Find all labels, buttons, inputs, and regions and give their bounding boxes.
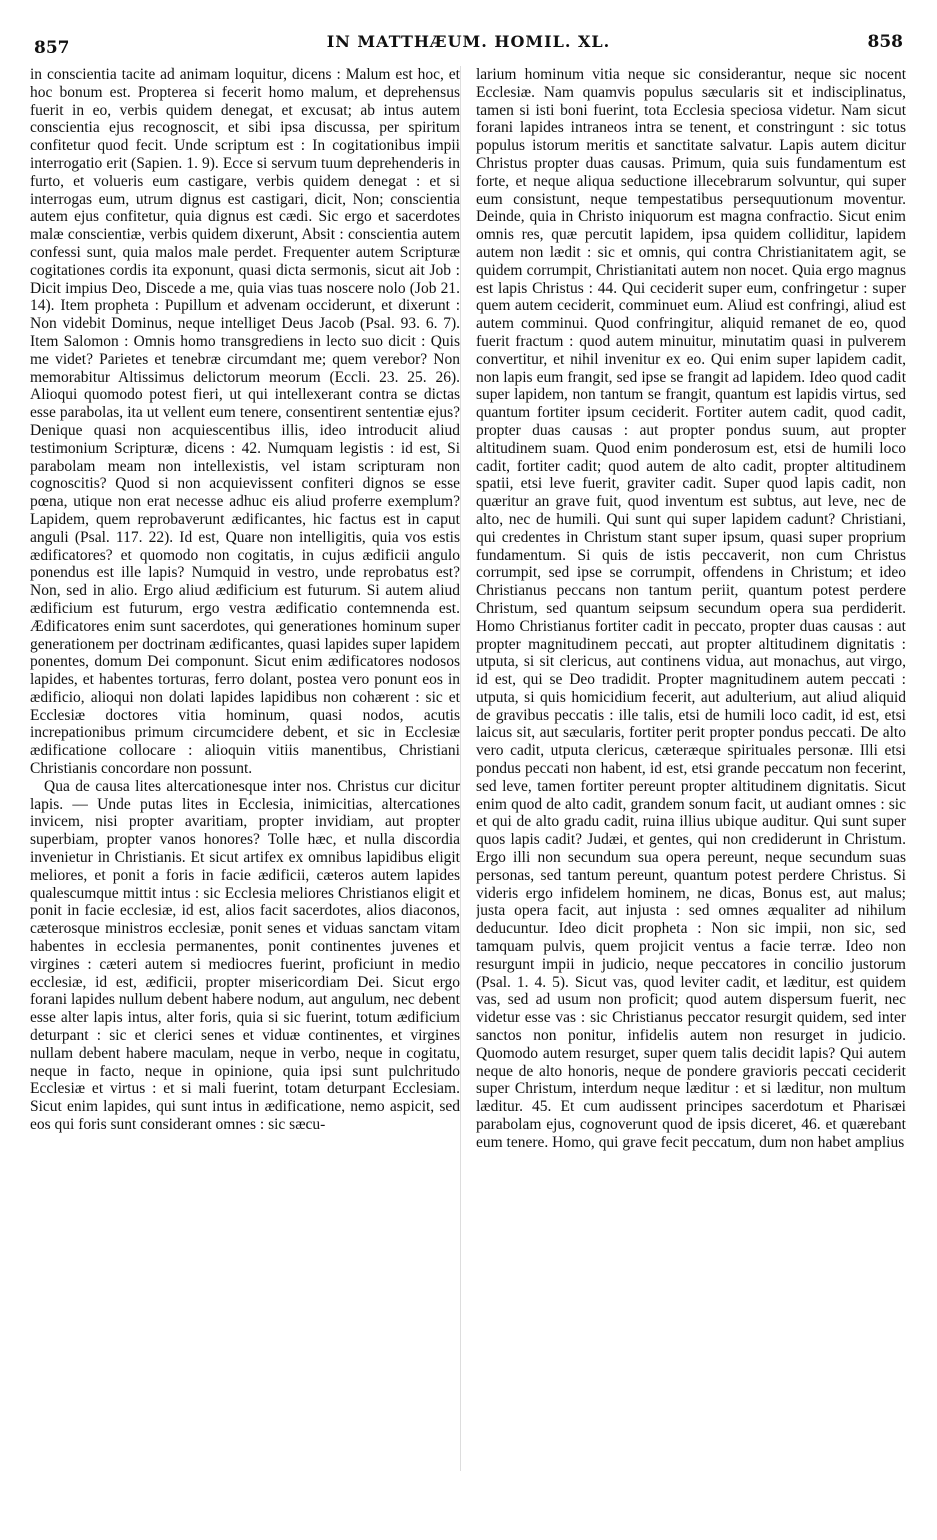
right-paragraph-1: larium hominum vitia neque sic considerantur, neque sic nocent Ecclesiæ. Nam quamvis populus sæcularis sit et indisciplinatus, tamen si isti boni fuerint, tota Ecclesia speciosa videtur. Nam sicut forani lapides intraneos intra se tenent, et constringunt : sic totus populus istorum meritis et sanctitate salvatur. Lapis autem dicitur Christus propter duas causas. Primum, quia suis fundamentum est forte, et neque aliqua seductione illecebrarum solvuntur, qui super eum consistunt, neque tempestatibus persequutionum moventur. Deinde, quia in Christo iniquorum est magna confractio. Sicut enim omnis res, quæ percutit lapidem, ipsa quidem colliditur, lapidem autem non lædit : sic et omnis, qui contra Christianitatem agit, se quidem corrumpit, Christianitati autem non nocet. Quia ergo magnus est lapis Christus : 44. Qui ceciderit super eum, confringetur : super quem autem ceciderit, comminuet eum. Aliud est confringi, aliud est autem comminui. Quod confringitur, aliquid remanet de eo, quod fuerit fractum : quod autem minuitur, minutatim quasi in pulverem convertitur, et nihil invenitur ex eo. Qui enim super lapidem cadit, non lapis eum frangit, sed ipse se frangit ad lapidem. Ideo quod cadit super lapidem, non tantum se frangit, quantum est lapidis virtus, sed quantum fortiter ipsum ceciderit. Fortiter autem cadit, quod cadit, propter duas causas : aut propter pondus suum, aut propter altitudinem suam. Quod enim ponderosum est, etsi de humili loco cadit, fortiter cadit; quod autem de alto cadit, propter altitudinem spatii, etsi leve fuerit, graviter cadit. Super quod lapis cadit, non quæritur an grave fuit, quod inventum est subtus, aut leve, nec de alto, nec de humili. Qui sunt qui super lapidem cadunt? Christiani, qui credentes in Christum stant super ipsum, quasi super proprium fundamentum. Si quis de istis peccaverit, non cum Christus corrumpit, sed ipse se corrumpit, offendens in Christum; et ideo Christianus peccans non tantum periit, quantum potest perdere Christum, sed quantum seipsum secundum opera sua perdiderit. Homo Christianus fortiter cadit in peccato, propter duas causas : aut propter magnitudinem peccati, aut propter altitudinem dignitatis : utputa, si sit clericus, aut continens vidua, aut monachus, aut virgo, id est, qui se Deo tradidit. Propter magnitudinem autem peccati : utputa, si quis homicidium fecerit, aut adulterium, aut aliud aliquid de gravibus peccatis : ille talis, etsi de humili loco cadit, id est, etsi laicus sit, aut sæcularis, fortiter perit propter pondus peccati. De alto vero cadit, utputa clericus, cæteræque spirituales personæ. Illi etsi pondus peccati non habent, id est, etsi grande peccatum non fecerint, sed leve, tamen fortiter pereunt propter altitudinem dignitatis. Sicut enim quod de alto cadit, grandem sonum facit, ut audiant omnes : sic et qui de alto gradu cadit, ruina illius ubique auditur. Qui sunt super quos lapis cadit? Judæi, et gentes, qui non crediderunt in Christum. Ergo illi non secundum sua opera pereunt, neque secundum suas personas, sed tantum pereunt, quantum potest perdere Christus. Si videris ergo infidelem hominem, ne dicas, Bonus est, aut malus; justa opera facit, aut injusta : sed omnes æqualiter ad nihilum deducuntur. Ideo dicit propheta : Non sic impii, non sic, sed tamquam pulvis, quem projicit ventus a facie terræ. Ideo non resurgunt impii in judicio, neque peccatores in concilio justorum (Psal. 1. 4. 5). Sicut vas, quod leviter cadit, et læditur, est quidem vas, sed ad usum non proficit; quod autem dispersum fuerit, nec videtur esse vas : sic Christianus peccator resurgit quidem, sed inter sanctos non ponitur, infidelis autem non resurget in judicio. Quomodo autem resurget, super quem talis decidit lapis? Qui autem neque de alto honoris, neque de pondere gravioris peccati ceciderit super Christum, interdum neque læditur : et si læditur, non multum læditur. 45. Et cum audissent principes sacerdotum et Pharisæi parabolam ejus, cognoverunt quod de ipsis diceret, 46. et quærebant eum tenere. Homo, qui grave fecit peccatum, dum non habet amplius: [476, 66, 906, 1151]
right-column: [476, 66, 906, 1496]
left-paragraph-2: Qua de causa lites altercationesque inter nos. Christus cur dicitur lapis. — Unde putas lites in Ecclesia, inimicitias, altercationes invicem, nisi propter avaritiam, propter invidiam, aut propter superbiam, propter vanos honores? Tolle hæc, et nulla discordia invenietur in Christianis. Et sicut artifex ex omnibus lapidibus eligit meliores, et ponit a foris in facie ædificii, cæteros autem lapides qualescumque mittit intus : sic Ecclesia meliores Christianos eligit et ponit in facie ecclesiæ, id est, alios facit sacerdotes, alios diaconos, cæterosque ministros ecclesiæ, ponit senes et viduas sanctam vitam habentes in ecclesia permanentes, ponit continentes juvenes et virgines : cæteri autem si mediocres fuerint, proficiunt in medio ecclesiæ, id est, ædificii, propter misericordiam Dei. Sicut ergo forani lapides nullum debent habere nodum, aut angulum, nec debent esse alter lapis intus, alter foris, quia si sic fuerint, totum ædificium deturpant : sic et clerici senes et viduæ continentes, et virgines nullam debent habere maculam, neque in verbo, neque in cogitatu, neque in facto, neque in opinione, quia ipsi sunt pulchritudo Ecclesiæ et virtus : et si mali fuerint, totam deturpant Ecclesiam. Sicut enim lapides, qui sunt intus in ædificatione, nemo aspicit, sed eos qui foris sunt considerant omnes : sic sæcu-: [30, 777, 460, 1134]
page-header: [34, 30, 903, 60]
left-paragraph-1: in conscientia tacite ad animam loquitur, dicens : Malum est hoc, et hoc bonum est. Propterea si fecerit homo malum, et deprehensus fuerit in eo, verbis quidem denegat, et excusat; ab intus autem conscientia ejus recognoscit, et sibi ipsa discussa, per spiritum confitetur quod fecit. Unde scriptum est : In cogitationibus impii interrogatio erit (Sapien. 1. 9). Ecce si servum tuum deprehenderis in furto, et volueris eum castigare, verbis quidem denegat : et si interrogas eum, utrum dignus est castigari, dicit, Non; conscientia autem ejus confitetur, quia dignus est cædi. Sic ergo et sacerdotes malæ conscientiæ, verbis quidem dixerunt, Absit : conscientia autem confessi sunt, quia malos male perdet. Frequenter autem Scripturæ cogitationes cordis ita exponunt, quasi dicta sermonis, sicut ait Job : Dicit impius Deo, Discede a me, quia vias tuas noscere nolo (Job 21. 14). Item propheta : Pupillum et advenam occiderunt, et dixerunt : Non videbit Dominus, neque intelliget Deus Jacob (Psal. 93. 6. 7). Item Salomon : Omnis homo transgrediens in lecto suo dicit : Quis me videt? Parietes et tenebræ circumdant me; quem verebor? Non memorabitur Altissimus delictorum meorum (Eccli. 23. 25. 26). Alioqui quomodo potest fieri, ut qui intellexerant contra se dictas esse parabolas, ita ut vellent eum tenere, consentirent sententiæ ejus? Denique quasi non acquiescentibus illis, ideo introducit aliud testimonium Scripturæ, dicens : 42. Numquam legistis : id est, Si parabolam meam non intellexistis, vel istam scripturam non cognoscitis? Quod si non acquievissent confiteri dignos se esse pœna, utique non erat necesse adhuc eis aliud proferre exemplum? Lapidem, quem reprobaverunt ædificantes, hic factus est in caput anguli (Psal. 117. 22). Id est, Quare non intelligitis, quia vos estis ædificatores? et quomodo non cogitatis, in cujus ædificii angulo ponendus est ille lapis? Numquid in vestro, unde reprobatus est? Non, sed in alio. Ergo aliud ædificium est futurum. Si autem aliud ædificium est futurum, ergo vestra ædificatio contemnenda est. Ædificatores enim sunt sacerdotes, qui generationes hominum super generationem per doctrinam ædificantes, quasi lapides super lapidem ponentes, domum Dei componunt. Sicut enim ædificatores nodosos lapides, et habentes torturas, ferro dolant, postea vero ponunt eos in ædificio, alioqui non dolati lapides lapidibus non cohærent : sic et Ecclesiæ doctores vitia hominum, quasi nodos, acutis increpationibus primum circumcidere debent, et sic in Ecclesiæ ædificatione collocare : alioquin vitiis manentibus, Christiani Christianis concordare non possunt.: [30, 66, 460, 778]
running-title: IN MATTHÆUM. HOMIL. XL.: [326, 32, 611, 51]
column-divider: [460, 66, 461, 1471]
left-column: [30, 66, 460, 1496]
page-number-left: 857: [34, 38, 70, 58]
page-number-right: 858: [867, 32, 903, 52]
